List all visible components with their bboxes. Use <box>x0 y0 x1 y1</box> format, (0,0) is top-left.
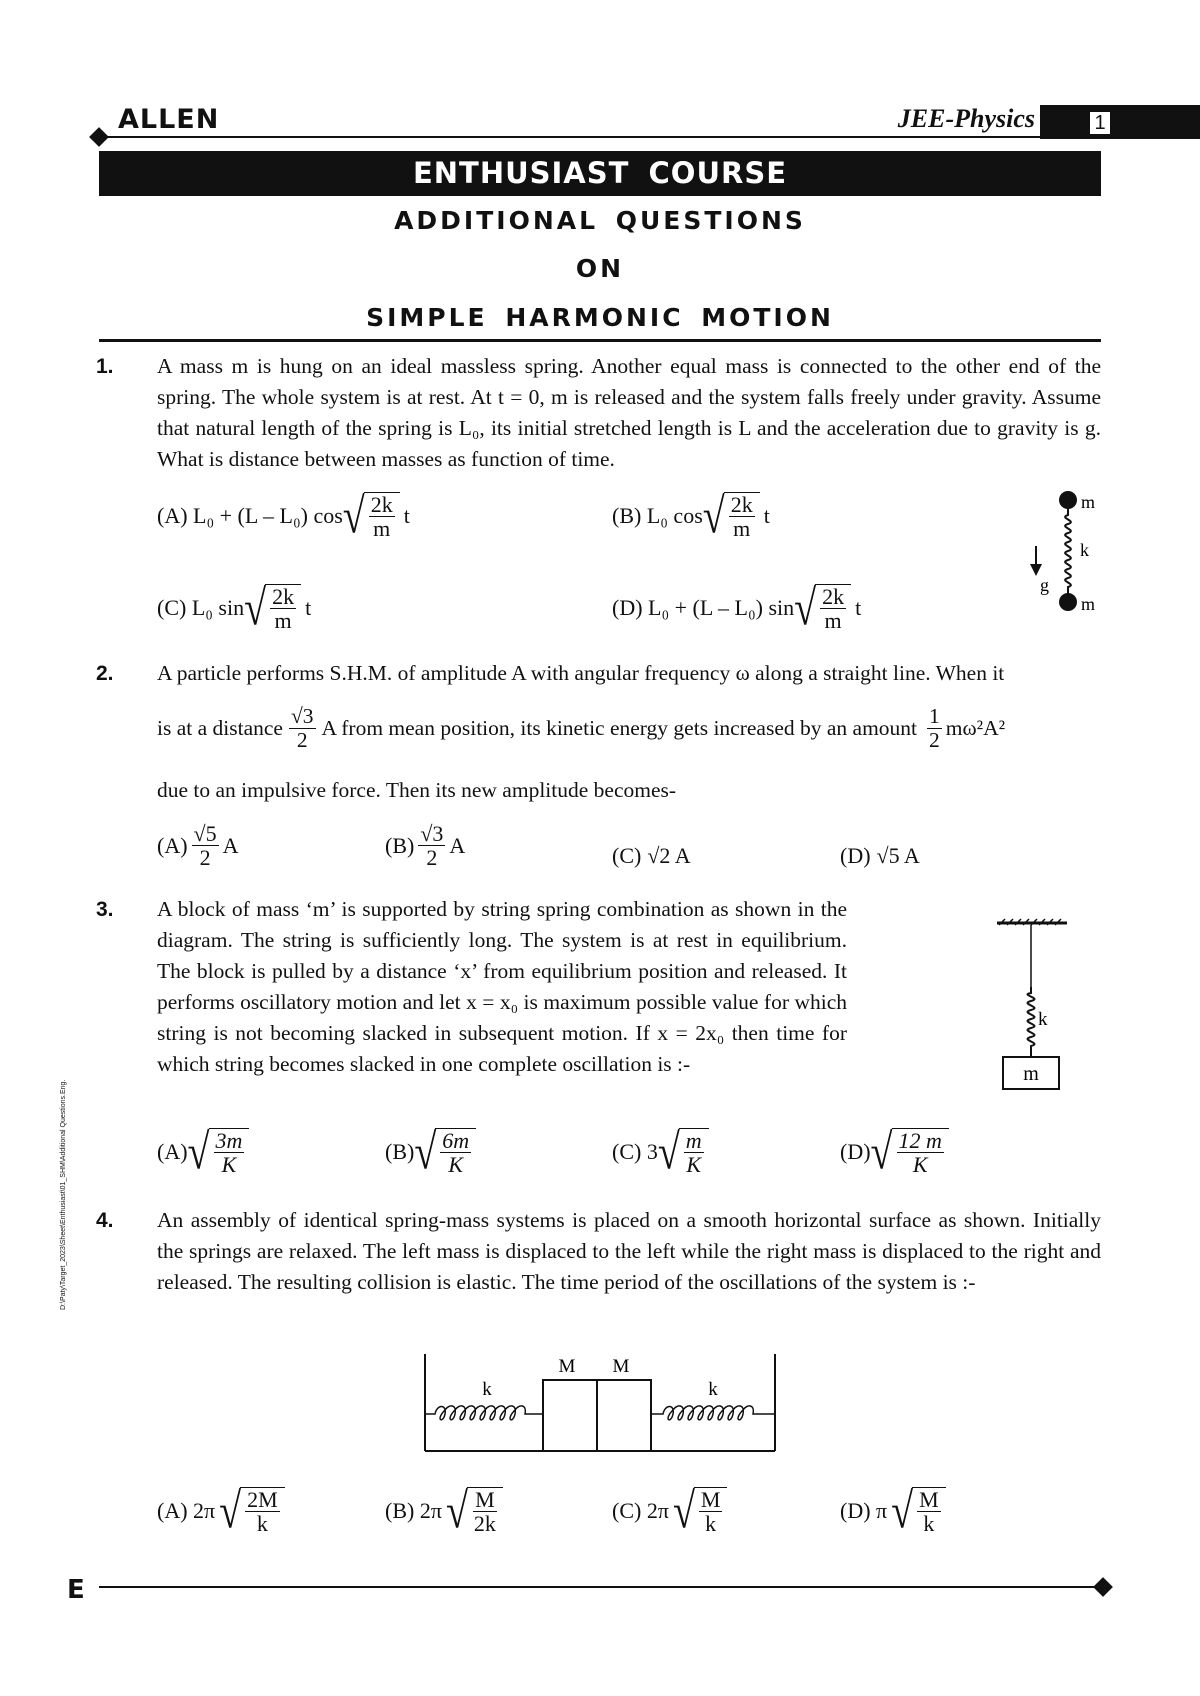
distance-fraction <box>289 705 316 751</box>
page-number-box <box>1040 105 1200 139</box>
sqrt-expression: √ $\frac{M}{2k}$ <box>446 1487 503 1535</box>
label-m: m <box>1023 1063 1039 1085</box>
label-g: g <box>1040 575 1049 595</box>
frac-num: 1 <box>929 704 940 728</box>
frac-den: k <box>923 1511 935 1537</box>
footer-diamond <box>1093 1577 1113 1597</box>
text-segment: mω²A² <box>945 715 1006 740</box>
option-label: (C) L₀ sin <box>157 595 245 621</box>
frac-num: 2k <box>822 584 845 609</box>
header-rule <box>99 136 1041 138</box>
option-tail: A <box>222 832 239 858</box>
sqrt-expression: √ $\frac{3m}{K}$ <box>188 1128 250 1176</box>
label-m-bottom: m <box>1081 594 1096 614</box>
sqrt-expression: √ $\frac{2M}{k}$ <box>219 1487 285 1535</box>
option-label: (A) <box>157 832 188 858</box>
sqrt-expression: √ $\frac{12 m}{K}$ <box>871 1128 949 1176</box>
frac-num: √3 <box>290 704 314 728</box>
question-number: 1. <box>96 355 114 378</box>
frac-num: √3 <box>420 821 444 846</box>
option-label: (D) π <box>840 1498 888 1524</box>
option-label: (C) <box>612 843 642 868</box>
question-number: 3. <box>96 898 114 921</box>
question-number: 4. <box>96 1209 114 1232</box>
footer-letter: E <box>67 1575 85 1605</box>
frac-num: 2M <box>247 1487 278 1512</box>
label-mass-left: M <box>558 1356 576 1377</box>
bottom-mass <box>1059 593 1077 611</box>
title-rule <box>99 339 1101 342</box>
option-label: (C) 3 <box>612 1139 658 1165</box>
frac-num: 2k <box>730 492 753 517</box>
option-d <box>840 843 920 869</box>
question-number: 2. <box>96 662 114 685</box>
option-label: (A) 2π <box>157 1498 216 1524</box>
sqrt-expression: √ $\frac{M}{k}$ <box>891 1487 946 1535</box>
frac-den: 2 <box>929 727 940 752</box>
frac-num: M <box>919 1487 939 1512</box>
label-spring-right: k <box>708 1379 718 1400</box>
option-fraction <box>192 822 219 869</box>
spring-coil <box>1065 509 1071 594</box>
option-label: (C) 2π <box>612 1498 669 1524</box>
label-mass-right: M <box>612 1356 630 1377</box>
sqrt-expression: √ $\frac{2k}{m}$ <box>343 492 400 540</box>
spring-coil <box>1028 987 1035 1057</box>
frac-den: m <box>733 516 751 542</box>
text-segment: A from mean position, its kinetic energy gets increased by an amount <box>321 715 918 740</box>
option-c <box>612 1123 709 1180</box>
option-tail: t <box>763 503 770 529</box>
label-m-top: m <box>1081 492 1096 512</box>
option-fraction <box>418 822 445 869</box>
spring-mass-figure <box>1020 488 1110 628</box>
frac-den: k <box>705 1511 717 1537</box>
option-b <box>385 822 465 869</box>
frac-num: 2k <box>370 492 393 517</box>
option-b <box>385 1482 503 1539</box>
subject-label: JEE-Physics <box>897 104 1035 133</box>
frac-den: 2 <box>296 727 308 752</box>
top-mass <box>1059 491 1077 509</box>
frac-num: 3m <box>215 1128 243 1153</box>
option-tail: A <box>449 832 466 858</box>
option-c <box>157 579 312 636</box>
option-b <box>612 487 770 544</box>
frac-num: 6m <box>442 1128 470 1153</box>
option-label: (B) L₀ cos <box>612 503 703 529</box>
option-tail: t <box>855 595 862 621</box>
option-b <box>385 1123 476 1180</box>
frac-den: m <box>274 608 292 634</box>
option-c <box>612 1482 727 1539</box>
label-k: k <box>1038 1009 1048 1030</box>
title-line3: SIMPLE HARMONIC MOTION <box>366 303 834 332</box>
option-label: (B) <box>385 1139 415 1165</box>
title-line1: ADDITIONAL QUESTIONS <box>394 206 806 235</box>
option-label: (B) <box>385 832 415 858</box>
option-label: (D) <box>840 1139 871 1165</box>
sqrt-expression: √ $\frac{M}{k}$ <box>673 1487 728 1535</box>
option-label: (A) L₀ + (L – L₀) cos <box>157 503 343 529</box>
ke-fraction <box>927 705 942 751</box>
option-a <box>157 1482 285 1539</box>
option-value: √5 A <box>876 843 920 868</box>
left-mass <box>543 1380 597 1451</box>
option-tail: t <box>403 503 410 529</box>
page-number: 1 <box>1090 112 1110 134</box>
frac-den: K <box>221 1152 237 1178</box>
string-spring-figure <box>985 915 1095 1095</box>
frac-den: m <box>824 608 842 634</box>
frac-num: m <box>685 1128 702 1153</box>
option-label: (D) <box>840 843 871 868</box>
option-label: (D) L₀ + (L – L₀) sin <box>612 595 795 621</box>
sqrt-expression: √ $\frac{m}{K}$ <box>658 1128 709 1176</box>
option-d <box>612 579 862 636</box>
option-a <box>157 1123 249 1180</box>
sqrt-expression: √ $\frac{6m}{K}$ <box>414 1128 476 1176</box>
label-spring-left: k <box>482 1379 492 1400</box>
frac-num: M <box>700 1487 721 1512</box>
question-text: A block of mass ‘m’ is supported by string spring combination as shown in the diagram. The string is sufficiently long. The system is at rest in equilibrium. The block is pulled by a distance ‘x’ from equilibrium position and released. It performs oscillatory motion and let x = x₀ is maximum possible value for which string is not becoming slacked in subsequent motion. If x = 2x₀ then time for which string becomes slacked in one complete oscillation is :- <box>157 897 847 1076</box>
text-segment: is at a distance <box>157 715 283 740</box>
frac-num: M <box>475 1487 495 1512</box>
sqrt-expression: √ $\frac{2k}{m}$ <box>794 584 851 632</box>
frac-den: 2 <box>426 845 438 871</box>
question-text: A mass m is hung on an ideal massless spring. Another equal mass is connected to the other end of the spring. The whole system is at rest. At t = 0, m is released and the system falls freely under gravity. Assume that natural length of the spring is L₀, its initial stretched length is L and the acceleration due to gravity is g. What is distance between masses as function of time. <box>157 354 1101 471</box>
frac-den: m <box>373 516 391 542</box>
question-text-line2 <box>157 705 1101 751</box>
frac-den: K <box>912 1152 928 1178</box>
option-a <box>157 822 239 869</box>
left-spring <box>425 1406 543 1420</box>
two-mass-assembly-figure <box>415 1348 785 1458</box>
question-text: An assembly of identical spring-mass systems is placed on a smooth horizontal surface as shown. Initially the springs are relaxed. The left mass is displaced to the left while the right mass is displaced to the right and released. The resulting collision is elastic. The time period of the oscillations of the system is :- <box>157 1208 1101 1294</box>
option-label: (B) 2π <box>385 1498 442 1524</box>
question-text-line3: due to an impulsive force. Then its new amplitude becomes- <box>157 778 677 802</box>
sqrt-expression: √ $\frac{2k}{m}$ <box>703 492 760 540</box>
option-c <box>612 843 691 869</box>
course-banner: ENTHUSIAST COURSE <box>99 151 1101 196</box>
right-spring <box>651 1406 775 1420</box>
option-d <box>840 1123 949 1180</box>
frac-num: 2k <box>272 584 295 609</box>
option-label: (A) <box>157 1139 188 1165</box>
footer-rule <box>99 1586 1099 1588</box>
option-a <box>157 487 410 544</box>
question-text-line1: A particle performs S.H.M. of amplitude A with angular frequency ω along a straight line. When it <box>157 661 1005 685</box>
frac-den: 2 <box>199 845 211 871</box>
title-line2: ON <box>575 254 625 283</box>
sqrt-expression: √ $\frac{2k}{m}$ <box>244 584 301 632</box>
label-k: k <box>1080 540 1089 560</box>
frac-den: K <box>448 1152 464 1178</box>
frac-den: 2k <box>473 1511 496 1537</box>
frac-den: k <box>256 1511 268 1537</box>
file-path-note: D:\Paty\Target_2023\Sheet\Enthusiast\01_SHM\Additional Questions.Eng. <box>60 1079 67 1310</box>
option-d <box>840 1482 946 1539</box>
right-mass <box>597 1380 651 1451</box>
frac-den: K <box>686 1152 702 1178</box>
frac-num: 12 m <box>898 1128 942 1153</box>
brand-logo: ALLEN <box>118 104 220 135</box>
option-tail: t <box>305 595 312 621</box>
option-value: √2 A <box>647 843 691 868</box>
frac-num: √5 <box>193 821 217 846</box>
